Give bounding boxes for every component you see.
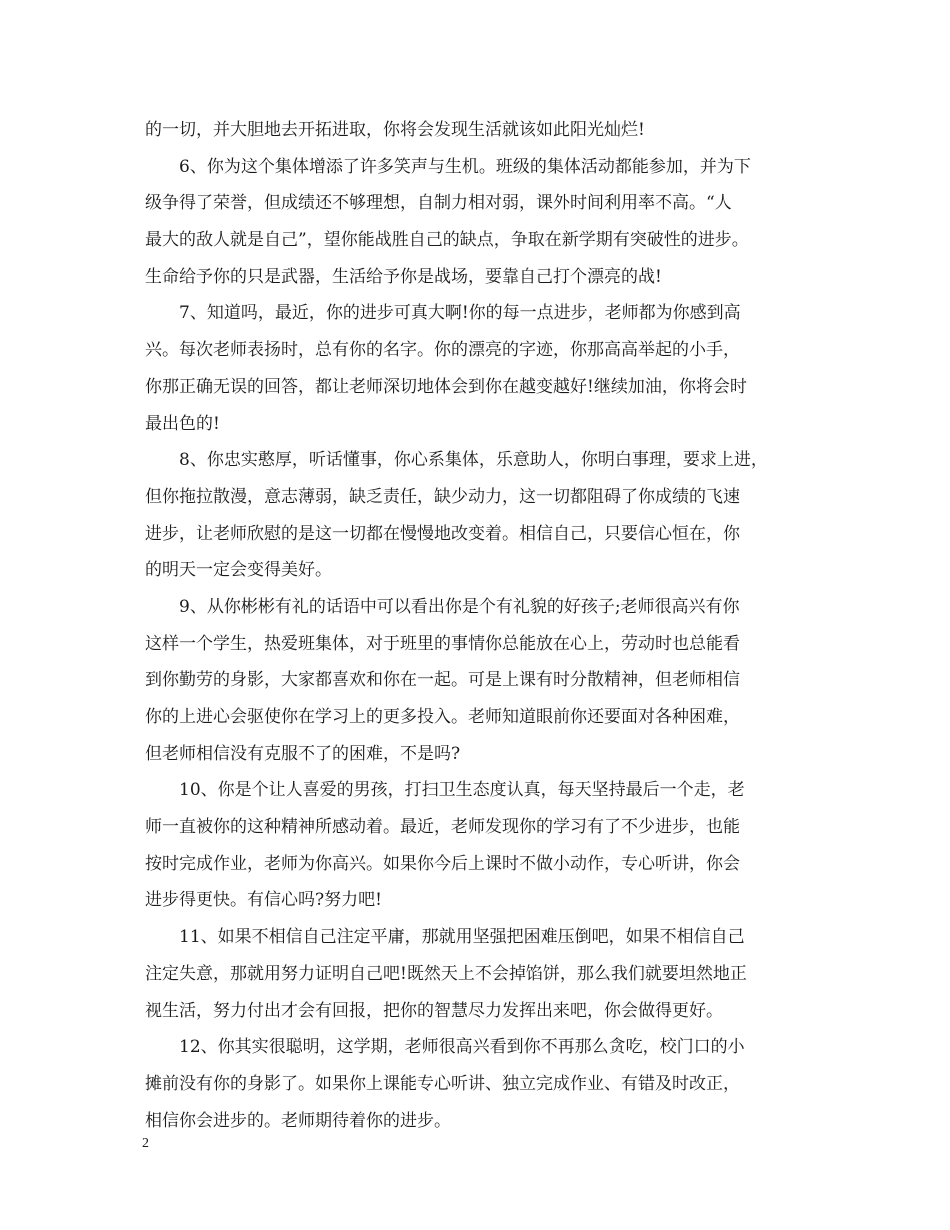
text-line-18: 但老师相信没有克服不了的困难，不是吗? (145, 743, 461, 764)
text-line-10: 8、你忠实憨厚，听话懂事，你心系集体，乐意助人，你明白事理，要求上进， (179, 450, 768, 471)
text-line-23: 11、如果不相信自己注定平庸，那就用坚强把困难压倒吧，如果不相信自己 (179, 927, 745, 948)
text-line-21: 按时完成作业，老师为你高兴。如果你今后上课时不做小动作，专心听讲，你会 (145, 853, 740, 874)
text-line-12: 进步，让老师欣慰的是这一切都在慢慢地改变着。相信自己，只要信心恒在，你 (145, 523, 740, 544)
text-line-9: 最出色的! (145, 413, 220, 434)
text-line-27: 摊前没有你的身影了。如果你上课能专心听讲、独立完成作业、有错及时改正， (145, 1073, 740, 1094)
page-number: 2 (142, 1136, 149, 1151)
text-line-19: 10、你是个让人喜爱的男孩，打扫卫生态度认真，每天坚持最后一个走，老 (179, 780, 745, 801)
text-line-11: 但你拖拉散漫，意志薄弱，缺乏责任，缺少动力，这一切都阻碍了你成绩的飞速 (145, 486, 740, 507)
text-line-28: 相信你会进步的。老师期待着你的进步。 (145, 1110, 451, 1131)
text-line-2: 6、你为这个集体增添了许多笑声与生机。班级的集体活动都能参加，并为下 (179, 156, 751, 177)
text-line-13: 的明天一定会变得美好。 (145, 560, 332, 581)
text-line-17: 你的上进心会驱使你在学习上的更多投入。老师知道眼前你还要面对各种困难， (145, 707, 740, 727)
text-line-3: 级争得了荣誉，但成绩还不够理想，自制力相对弱，课外时间利用率不高。“人 (145, 193, 732, 214)
text-line-4: 最大的敌人就是自己”，望你能战胜自己的缺点，争取在新学期有突破性的进步。 (145, 230, 749, 251)
text-line-5: 生命给予你的只是武器，生活给予你是战场，要靠自己打个漂亮的战! (145, 266, 662, 287)
text-line-15: 这样一个学生，热爱班集体，对于班里的事情你总能放在心上，劳动时也总能看 (145, 633, 740, 654)
text-line-1: 的一切，并大胆地去开拓进取，你将会发现生活就该如此阳光灿烂! (145, 120, 645, 140)
text-line-7: 兴。每次老师表扬时，总有你的名字。你的漂亮的字迹，你那高高举起的小手， (145, 340, 740, 361)
text-line-25: 视生活，努力付出才会有回报，把你的智慧尽力发挥出来吧，你会做得更好。 (145, 1000, 723, 1021)
text-line-20: 师一直被你的这种精神所感动着。最近，老师发现你的学习有了不少进步，也能 (145, 817, 740, 838)
body-text (145, 112, 810, 1139)
text-line-6: 7、知道吗，最近，你的进步可真大啊!你的每一点进步，老师都为你感到高 (179, 303, 741, 324)
text-line-14: 9、从你彬彬有礼的话语中可以看出你是个有礼貌的好孩子;老师很高兴有你 (179, 596, 740, 617)
text-line-24: 注定失意，那就用努力证明自己吧!既然天上不会掉馅饼，那么我们就要坦然地正 (145, 963, 747, 984)
text-line-26: 12、你其实很聪明，这学期，老师很高兴看到你不再那么贪吃，校门口的小 (179, 1037, 745, 1058)
text-line-8: 你那正确无误的回答，都让老师深切地体会到你在越变越好!继续加油，你将会时 (145, 376, 747, 397)
text-line-22: 进步得更快。有信心吗?努力吧! (145, 890, 382, 911)
text-line-16: 到你勤劳的身影，大家都喜欢和你在一起。可是上课有时分散精神，但老师相信 (145, 670, 740, 691)
